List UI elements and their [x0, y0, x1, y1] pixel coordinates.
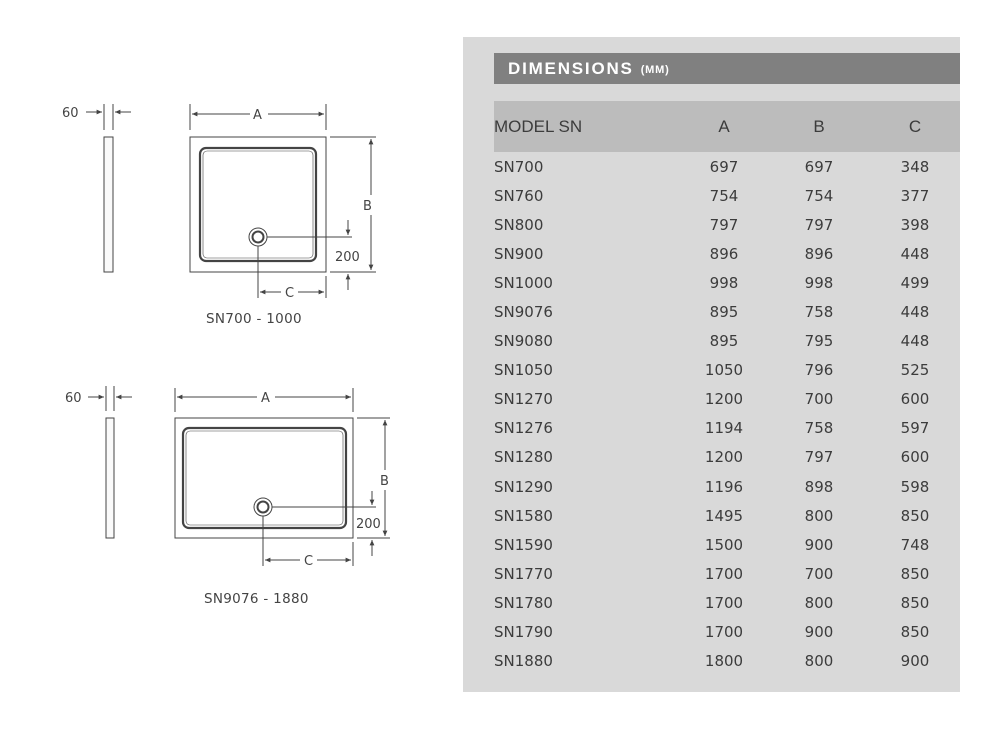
dim-c-label-bottom: C — [304, 554, 314, 569]
cell-c-value: 850 — [900, 593, 930, 612]
cell-a-value: 697 — [709, 158, 739, 176]
cell-b-value: 796 — [804, 361, 834, 380]
cell-model: SN1770 — [494, 564, 553, 583]
cell-model: SN1590 — [494, 535, 553, 554]
cell-c-value: 850 — [900, 564, 930, 583]
cell-model: SN1270 — [494, 390, 553, 409]
cell-a-value: 998 — [709, 274, 739, 293]
cell-a-value: 896 — [709, 245, 739, 264]
table-row — [494, 560, 960, 589]
table-row — [494, 269, 960, 298]
dimensions-title-bar — [494, 53, 960, 84]
table-header-row — [494, 101, 960, 152]
cell-a-value: 1194 — [704, 419, 744, 438]
plan-view-top — [190, 104, 376, 298]
side-profile-top — [86, 104, 131, 272]
cell-model: SN1790 — [494, 622, 553, 641]
table-row — [494, 153, 960, 182]
diagram-rectangular-tray — [88, 386, 390, 566]
cell-b-value: 700 — [804, 390, 834, 409]
cell-c-value: 600 — [900, 448, 930, 467]
dimensions-unit: (MM) — [640, 64, 670, 76]
cell-b-value: 758 — [804, 303, 834, 322]
cell-b-value: 800 — [804, 651, 834, 670]
cell-c-value: 598 — [900, 477, 930, 496]
cell-c-value: 525 — [900, 361, 930, 380]
cell-model: SN1000 — [494, 274, 553, 293]
table-row — [494, 502, 960, 531]
cell-c-value: 850 — [900, 622, 930, 641]
table-row — [494, 211, 960, 240]
cell-c-value: 850 — [900, 506, 930, 525]
table-row — [494, 443, 960, 472]
table-row — [494, 473, 960, 502]
diagram-caption-bottom: SN9076 - 1880 — [204, 591, 309, 607]
dim-b-label-top: B — [363, 199, 372, 214]
cell-a-value: 1700 — [704, 622, 744, 641]
cell-b-value: 998 — [804, 274, 834, 293]
cell-b-value: 797 — [804, 216, 834, 235]
cell-a-value: 754 — [709, 187, 739, 206]
dim-c-label-top: C — [285, 286, 295, 301]
waste-offset-label-bottom: 200 — [356, 517, 381, 532]
cell-a-value: 1700 — [704, 593, 744, 612]
thickness-label-top: 60 — [62, 106, 79, 121]
cell-model: SN760 — [494, 187, 544, 206]
dim-a-label-bottom: A — [261, 391, 270, 406]
cell-a-value: 1196 — [704, 477, 744, 496]
cell-model: SN1580 — [494, 506, 553, 525]
header-a: A — [718, 117, 730, 136]
cell-model: SN1780 — [494, 593, 553, 612]
cell-b-value: 800 — [804, 506, 834, 525]
waste-offset-label-top: 200 — [335, 250, 360, 265]
cell-b-value: 754 — [804, 187, 834, 206]
table-row — [494, 385, 960, 414]
table-row — [494, 618, 960, 647]
table-row — [494, 356, 960, 385]
cell-a-value: 1050 — [704, 361, 744, 380]
cell-c-value: 398 — [900, 216, 930, 235]
table-row — [494, 298, 960, 327]
cell-a-value: 797 — [709, 216, 739, 235]
dimensions-panel — [463, 37, 960, 692]
cell-model: SN700 — [494, 158, 544, 176]
cell-model: SN9080 — [494, 332, 553, 351]
cell-a-value: 1800 — [704, 651, 744, 670]
diagram-square-tray — [86, 104, 376, 298]
cell-b-value: 758 — [804, 419, 834, 438]
cell-model: SN1050 — [494, 361, 553, 380]
thickness-label-bottom: 60 — [65, 391, 82, 406]
cell-b-value: 898 — [804, 477, 834, 496]
header-c: C — [908, 117, 922, 136]
plan-view-bottom — [175, 388, 390, 566]
header-model: MODEL SN — [494, 117, 583, 136]
tray-diagrams — [0, 0, 460, 733]
cell-model: SN800 — [494, 216, 544, 235]
cell-a-value: 1200 — [704, 448, 744, 467]
dim-b-label-bottom: B — [380, 474, 389, 489]
cell-a-value: 895 — [709, 303, 739, 322]
cell-c-value: 448 — [900, 332, 930, 351]
cell-c-value: 600 — [900, 390, 930, 409]
cell-c-value: 377 — [900, 187, 930, 206]
cell-model: SN1290 — [494, 477, 553, 496]
table-row — [494, 240, 960, 269]
table-row — [494, 589, 960, 618]
cell-b-value: 800 — [804, 593, 834, 612]
diagram-caption-top: SN700 - 1000 — [206, 311, 302, 327]
dimensions-title: DIMENSIONS — [508, 58, 634, 78]
cell-b-value: 795 — [804, 332, 834, 351]
cell-a-value: 895 — [709, 332, 739, 351]
cell-c-value: 499 — [900, 274, 930, 293]
cell-c-value: 448 — [900, 245, 930, 264]
cell-b-value: 697 — [804, 158, 834, 176]
cell-model: SN1880 — [494, 651, 553, 670]
cell-b-value: 900 — [804, 535, 834, 554]
cell-model: SN9076 — [494, 303, 553, 322]
cell-a-value: 1495 — [704, 506, 744, 525]
cell-model: SN1280 — [494, 448, 553, 467]
table-row — [494, 327, 960, 356]
side-profile-bottom — [88, 386, 132, 538]
cell-model: SN1276 — [494, 419, 553, 438]
cell-b-value: 900 — [804, 622, 834, 641]
table-body — [494, 153, 960, 676]
header-b: B — [813, 117, 825, 136]
table-row — [494, 414, 960, 443]
cell-b-value: 797 — [804, 448, 834, 467]
table-row — [494, 182, 960, 211]
cell-a-value: 1700 — [704, 564, 744, 583]
table-row — [494, 647, 960, 676]
cell-c-value: 597 — [900, 419, 930, 438]
cell-a-value: 1500 — [704, 535, 744, 554]
cell-b-value: 700 — [804, 564, 834, 583]
dim-a-label-top: A — [253, 108, 262, 123]
cell-c-value: 900 — [900, 651, 930, 670]
cell-a-value: 1200 — [704, 390, 744, 409]
cell-model: SN900 — [494, 245, 544, 264]
table-row — [494, 531, 960, 560]
cell-c-value: 448 — [900, 303, 930, 322]
cell-c-value: 748 — [900, 535, 930, 554]
cell-c-value: 348 — [900, 158, 930, 176]
cell-b-value: 896 — [804, 245, 834, 264]
